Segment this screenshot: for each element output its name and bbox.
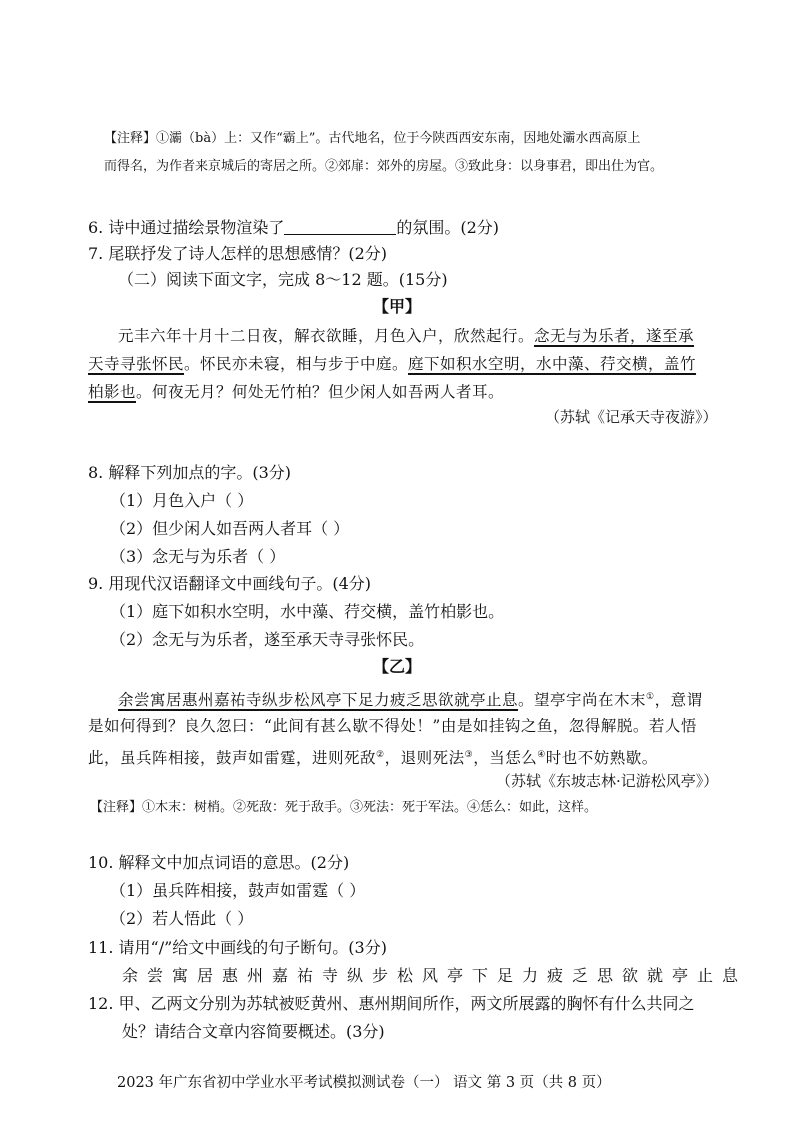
underlined-sentence-1: 念无与为乐者，遂至承 xyxy=(534,327,695,345)
question-11-sentence: 余尝寓居惠州嘉祐寺纵步松风亭下足力疲乏思欲就亭止息 xyxy=(122,966,748,985)
underlined-sentence-yi: 余尝寓居惠州嘉祐寺纵步松风亭下足力疲乏思欲就亭止息 xyxy=(118,691,519,710)
question-6 xyxy=(88,214,499,242)
passage-jia-title: 【甲】 xyxy=(372,297,421,316)
passage-jia-source: （苏轼《记承天寺夜游》） xyxy=(545,408,718,426)
passage-yi-text: 。望亭宇尚在木末 xyxy=(518,691,647,710)
question-8-item-1: （1）月色入户（ ） xyxy=(110,491,254,510)
question-8: 8. 解释下列加点的字。(3分) xyxy=(88,463,292,482)
passage-jia-text: 。何夜无月？何处无竹柏？但少闲人如吾两人者耳。 xyxy=(136,383,505,401)
question-10-item-1: （1）虽兵阵相接，鼓声如雷霆（ ） xyxy=(110,881,366,900)
question-9-item-1: （1）庭下如积水空明，水中藻、荇交横，盖竹柏影也。 xyxy=(110,602,505,621)
passage-yi-text: ，意谓 xyxy=(654,691,703,710)
underlined-sentence-2-end: 柏影也 xyxy=(88,383,137,401)
passage-yi-title: 【乙】 xyxy=(372,657,421,676)
footnote-marker: ② xyxy=(376,750,385,760)
note-line-1: 【注释】①灞（bà）上：又作“霸上”。古代地名，位于今陕西西安东南，因地处灞水西高原上 xyxy=(104,131,641,146)
passage-jia-line-1 xyxy=(118,322,694,350)
note-line-2: 而得名，为作者来京城后的寄居之所。②郊扉：郊外的房屋。③致此身：以身事君，即出仕为官。 xyxy=(104,159,664,174)
question-10: 10. 解释文中加点词语的意思。(2分) xyxy=(88,853,350,872)
passage-jia-line-3 xyxy=(88,378,504,406)
question-6-stem: 6. 诗中通过描绘景物渲染了 xyxy=(88,218,285,237)
footnote-marker: ④ xyxy=(537,750,546,760)
passage-yi-text: ，当恁么 xyxy=(473,749,538,768)
section-2-heading: （二）阅读下面文字，完成 8～12 题。(15分) xyxy=(118,270,448,289)
footnote-marker: ③ xyxy=(464,750,474,760)
question-11: 11. 请用“/”给文中画线的句子断句。(3分) xyxy=(88,938,387,957)
answer-blank[interactable] xyxy=(284,216,396,235)
passage-yi-text: ，退则死法 xyxy=(384,749,465,768)
underlined-sentence-1-end: 天寺寻张怀民 xyxy=(88,355,185,373)
question-8-item-3: （3）念无与为乐者（ ） xyxy=(110,547,286,566)
page-footer: 2023 年广东省初中学业水平考试模拟测试卷（一） 语文 第 3 页（共 8 页） xyxy=(117,1075,611,1091)
passage-yi-notes: 【注释】①木末：树梢。②死敌：死于敌手。③死法：死于军法。④恁么：如此，这样。 xyxy=(90,800,598,815)
question-6-tail: 的氛围。(2分) xyxy=(396,218,500,237)
passage-yi-text: 时也不妨熟歇。 xyxy=(545,749,658,768)
question-12-line-1: 12. 甲、乙两文分别为苏轼被贬黄州、惠州期间所作，两文所展露的胸怀有什么共同之 xyxy=(88,994,695,1013)
question-9-item-2: （2）念无与为乐者，遂至承天寺寻张怀民。 xyxy=(110,630,425,649)
question-9: 9. 用现代汉语翻译文中画线句子。(4分) xyxy=(88,574,372,593)
passage-jia-line-2 xyxy=(88,350,696,378)
footnote-marker: ① xyxy=(646,692,655,702)
question-10-item-2: （2）若人悟此（ ） xyxy=(110,909,254,928)
passage-jia-text: 元丰六年十月十二日夜，解衣欲睡，月色入户，欣然起行。 xyxy=(118,327,535,345)
question-8-item-2: （2）但少闲人如吾两人者耳（ ） xyxy=(110,519,350,538)
passage-yi-source: （苏轼《东坡志林·记游松风亭》） xyxy=(496,772,719,790)
question-12-line-2: 处？请结合文章内容简要概述。(3分) xyxy=(122,1022,385,1041)
passage-yi-line-2: 是如何得到？良久忽曰：“此间有甚么歇不得处！”由是如挂钩之鱼，忽得解脱。若人悟 xyxy=(88,717,697,735)
passage-jia-text: 。怀民亦未寝，相与步于中庭。 xyxy=(184,355,409,373)
passage-yi-text: 此，虽兵阵相接，鼓声如雷霆，进则死敌 xyxy=(88,749,377,768)
underlined-sentence-2: 庭下如积水空明，水中藻、荇交横，盖竹 xyxy=(408,355,697,373)
question-7: 7. 尾联抒发了诗人怎样的思想感情？(2分) xyxy=(88,244,388,263)
